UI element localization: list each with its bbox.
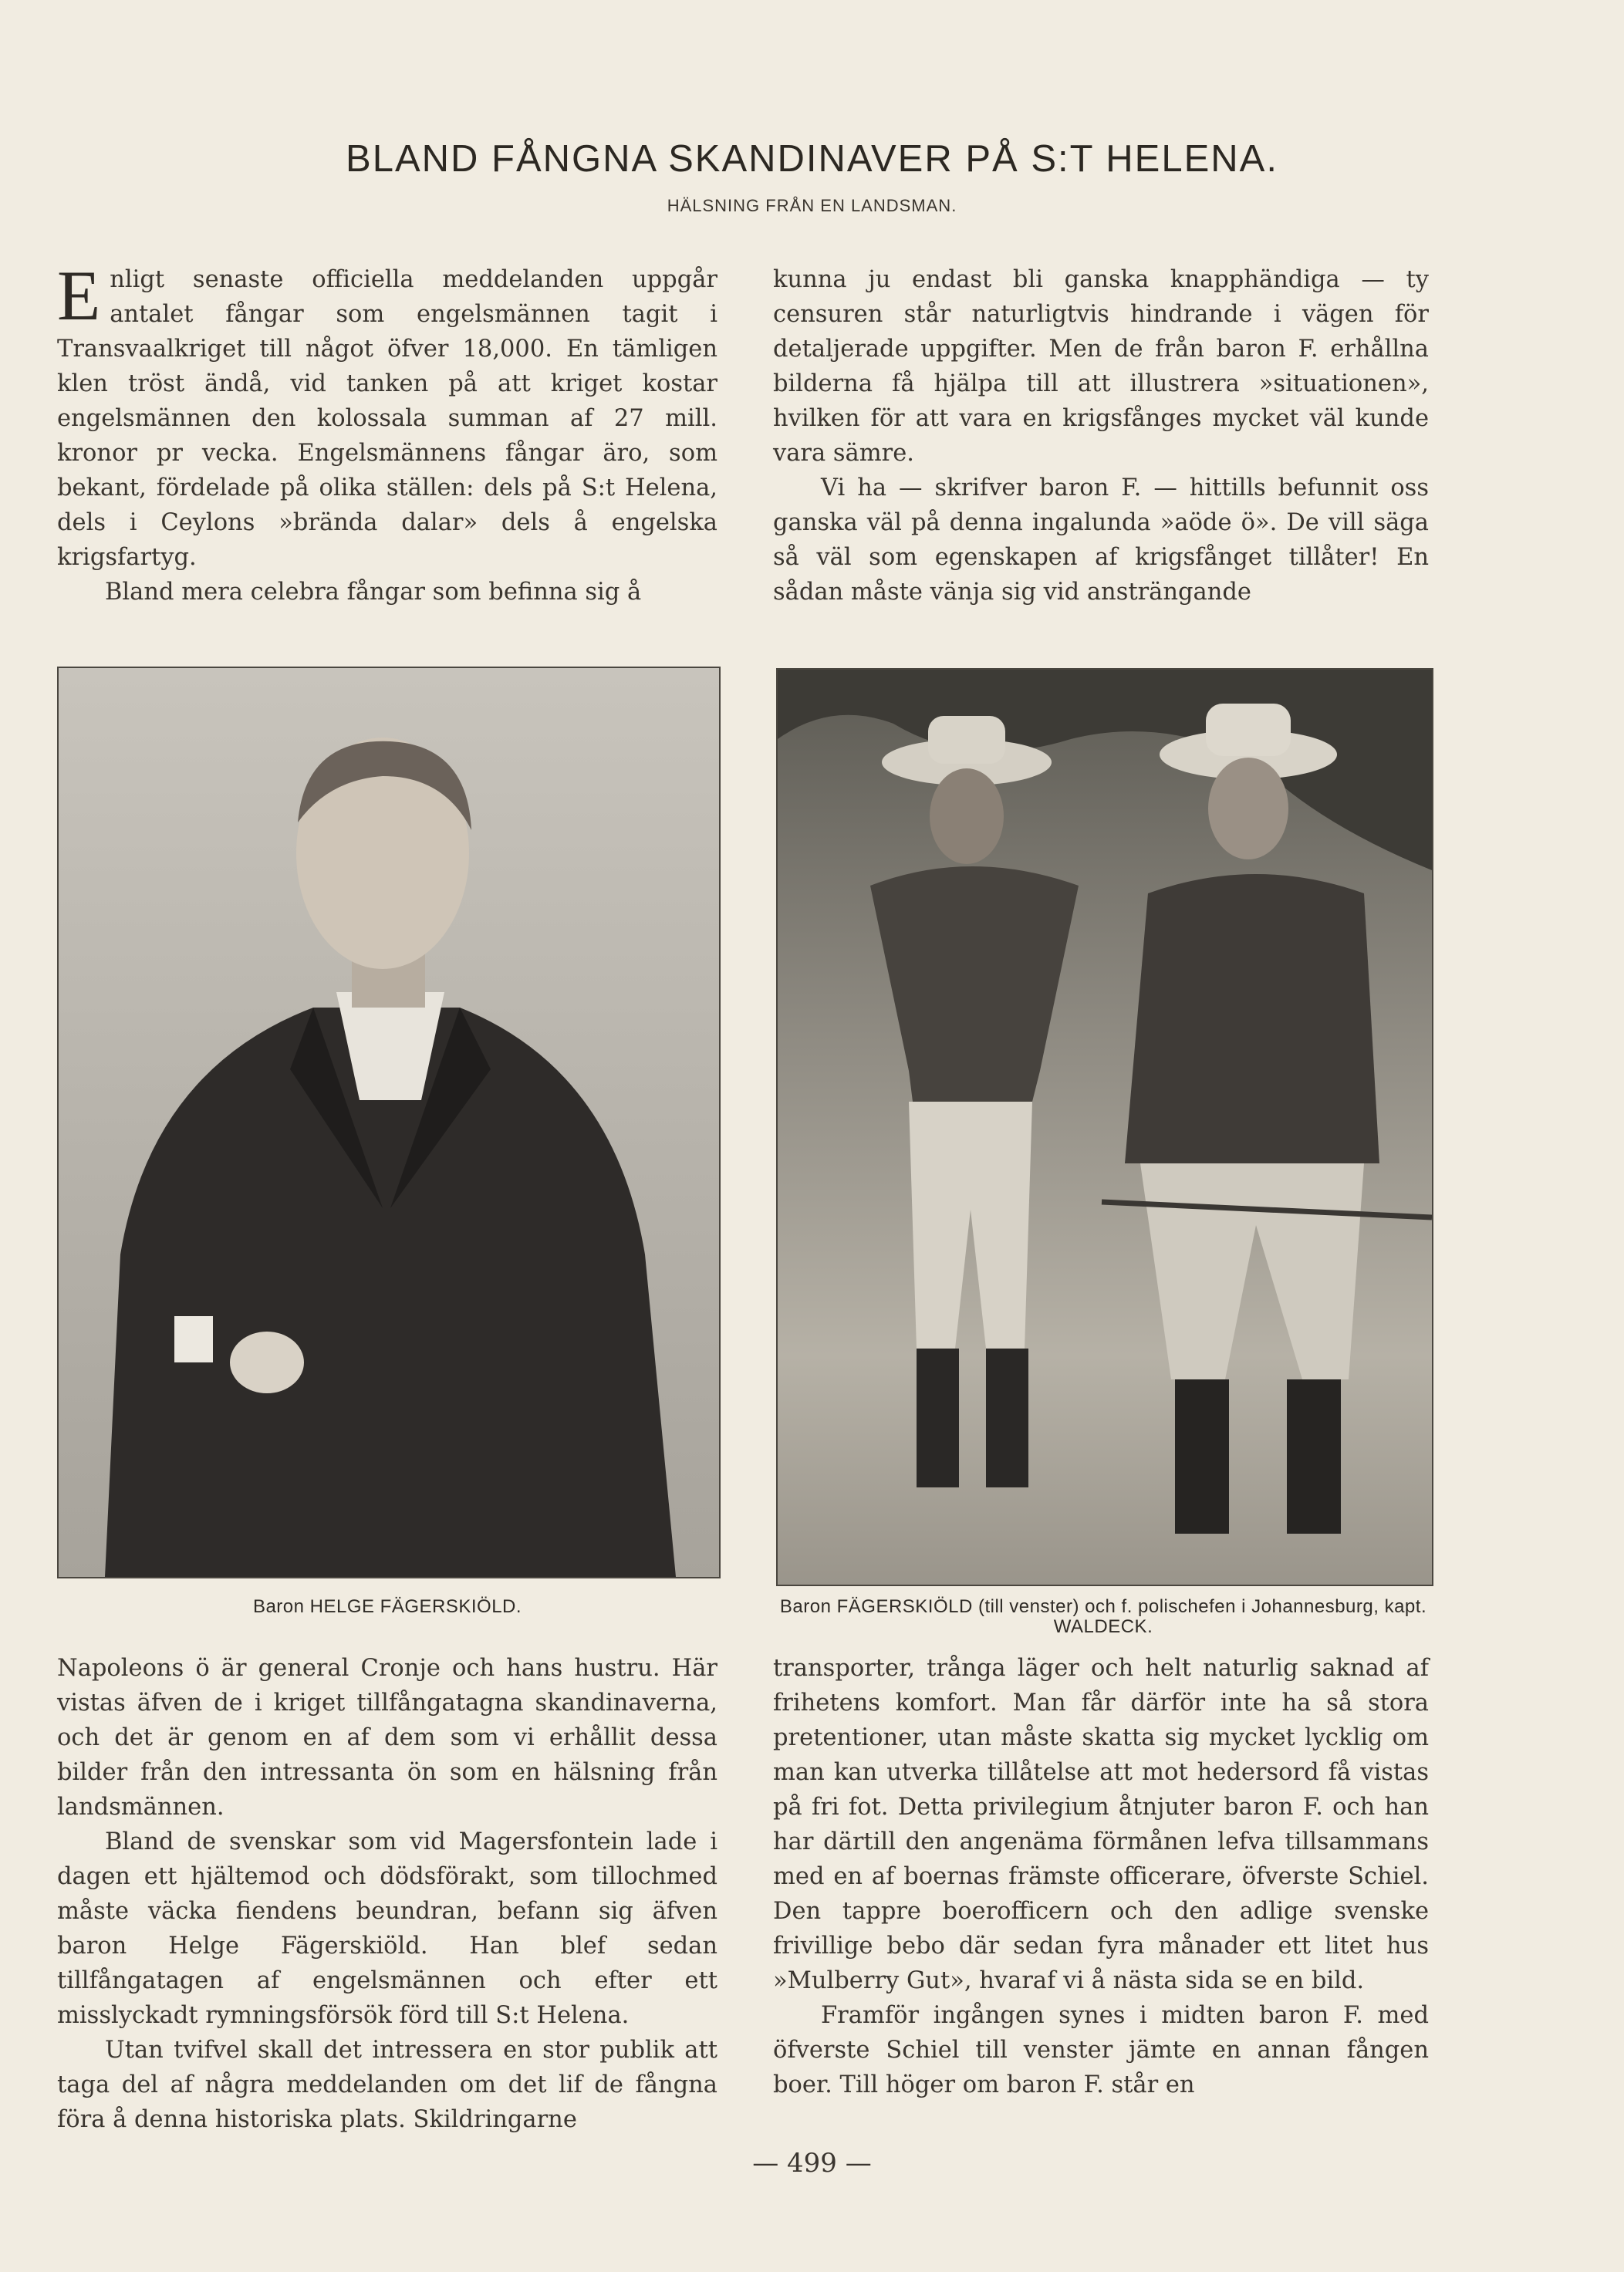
photo-caption: Baron FÄGERSKIÖLD (till venster) och f. polischefen i Johannesburg, kapt. WALDECK.	[779, 1596, 1427, 1637]
paragraph: Bland de svenskar som vid Magersfontein lade i dagen ett hjältemod och dödsförakt, som tillochmed måste väcka fiendens beundran, befann sig äfven baron Helge Fägerskiöld. Han blef sedan tillfångatagen af engelsmännen och efter ett misslyckadt rymningsförsök förd till S:t Helena.	[57, 1828, 717, 2029]
two-men-illustration	[778, 670, 1432, 1585]
portrait-photo	[57, 667, 721, 1578]
paragraph: kunna ju endast bli ganska knapphändiga — ty censuren står naturligtvis hindrande i vägen för detaljerade uppgifter. Men de från baron F. erhållna bilderna få hjälpa till att illustrera »situationen», hvilken för att vara en krigsfånges mycket väl kunde vara sämre.	[773, 266, 1429, 467]
paragraph: Utan tvifvel skall det intressera en stor publik att taga del af några meddelanden om det lif de fångna föra å denna historiska plats. Skildringarne	[57, 2037, 717, 2133]
paragraph: Vi ha — skrifver baron F. — hittills befunnit oss ganska väl på denna ingalunda »aöde ö». De vill säga så väl som egenskapen af krigsfånget tillåter! En sådan måste vänja sig vid ansträngande	[773, 474, 1429, 606]
paragraph: Napoleons ö är general Cronje och hans hustru. Här vistas äfven de i kriget tillfångatagna skandinaverna, och det är genom en af dem som vi erhållit dessa bilder från den intressanta ön som en hälsning från landsmännen.	[57, 1655, 717, 1821]
page-number: — 499 —	[752, 2148, 872, 2179]
paragraph-text: nligt senaste officiella meddelanden uppgår antalet fångar som engelsmännen tagit i Transvaalkriget till något öfver 18,000. En tämligen klen tröst ändå, vid tanken på att kriget kostar engelsmännen den kolossala summan af 27 mill. kronor pr vecka. Engelsmännens fångar äro, som bekant, fördelade på olika ställen: dels på S:t Helena, dels i Ceylons »brända dalar» dels å engelska krigsfartyg.	[57, 266, 717, 571]
portrait-illustration	[59, 668, 719, 1577]
paragraph: Bland mera celebra fångar som befinna sig å	[105, 579, 642, 606]
paragraph	[57, 256, 717, 575]
two-men-photo	[776, 668, 1433, 1586]
article-subtitle: HÄLSNING FRÅN EN LANDSMAN.	[667, 196, 957, 215]
text-column-top-right	[773, 262, 1429, 609]
text-column-bottom-left	[57, 1651, 717, 2137]
drop-cap: E	[57, 256, 101, 335]
text-column-bottom-right	[773, 1651, 1429, 2102]
article-title: BLAND FÅNGNA SKANDINAVER PÅ S:T HELENA.	[346, 138, 1278, 180]
paragraph: transporter, trånga läger och helt naturlig saknad af frihetens komfort. Man får därför inte ha så stora pretentioner, utan måste skatta sig mycket lycklig om man kan utverka tillåtelse att mot hedersord få vistas på fri fot. Detta privilegium åtnjuter baron F. och han har därtill den angenäma förmånen lefva tillsammans med en af boernas främste officerare, öfverste Schiel. Den tappre boerofficern och den adlige svenske frivillige bebo där sedan fyra månader ett litet hus »Mulberry Gut», hvaraf vi å nästa sida se en bild.	[773, 1655, 1429, 1994]
text-column-top-left	[57, 256, 717, 609]
paragraph: Framför ingången synes i midten baron F. med öfverste Schiel till venster jämte en annan fången boer. Till höger om baron F. står en	[773, 2002, 1429, 2098]
photo-caption: Baron HELGE FÄGERSKIÖLD.	[252, 1596, 522, 1617]
